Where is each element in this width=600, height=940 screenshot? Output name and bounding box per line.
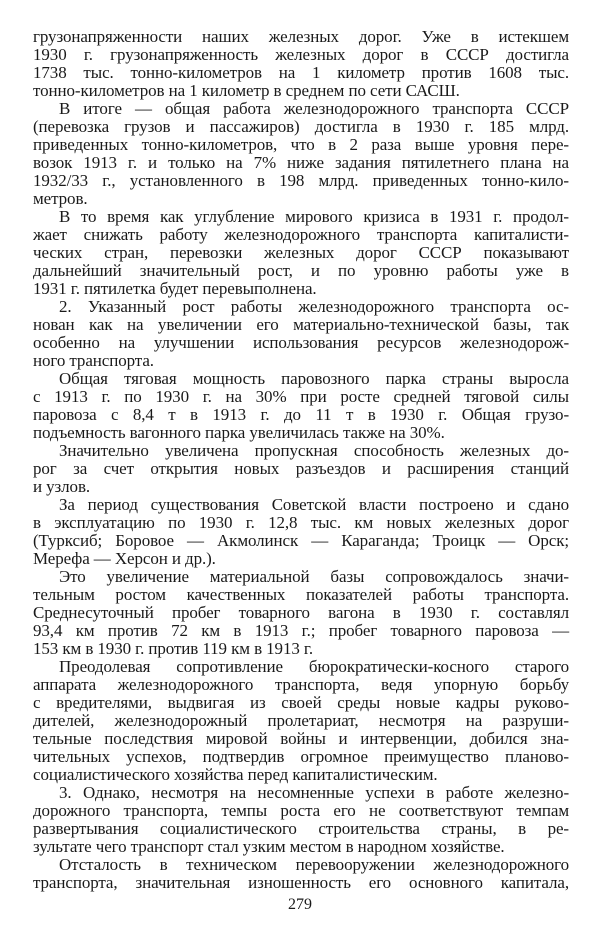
text-line: возок 1913 г. и только на 7% ниже задания пятилетнего плана на: [33, 153, 569, 172]
text-line: рог за счет открытия новых разъездов и расширения станций: [33, 459, 569, 478]
text-line: жает снижать работу железнодорожного транспорта капиталисти-: [33, 225, 569, 244]
paragraph: [33, 100, 569, 208]
paragraph: [33, 298, 569, 370]
paragraph: [33, 856, 569, 892]
paragraph: [33, 658, 569, 784]
text-line: (перевозка грузов и пассажиров) достигла в 1930 г. 185 млрд.: [33, 117, 569, 136]
text-line: дителей, железнодорожный пролетариат, несмотря на разруши-: [33, 711, 569, 730]
text-line: с 1913 г. по 1930 г. на 30% при росте средней тяговой силы: [33, 387, 569, 406]
text-line: В итоге — общая работа железнодорожного транспорта СССР: [59, 99, 569, 118]
text-line: метров.: [33, 189, 88, 208]
text-line: 1932/33 г., установленного в 198 млрд. приведенных тонно-кило-: [33, 171, 569, 190]
text-line: особенно на улучшении использования ресурсов железнодорож-: [33, 333, 569, 352]
text-line: паровоза с 8,4 т в 1913 г. до 11 т в 1930 г. Общая грузо-: [33, 405, 569, 424]
text-line: ческих стран, перевозки железных дорог СССР показывают: [33, 243, 569, 262]
paragraph: [33, 442, 569, 496]
text-line: нован как на увеличении его материально-технической базы, так: [33, 315, 569, 334]
text-line: и узлов.: [33, 477, 91, 496]
text-line: Преодолевая сопротивление бюрократически-косного старого: [59, 657, 569, 676]
text-line: с вредителями, выдвигая из своей среды новые кадры руково-: [33, 693, 569, 712]
text-line: в эксплуатацию по 1930 г. 12,8 тыс. км новых железных дорог: [33, 513, 569, 532]
text-line: Мерефа — Херсон и др.).: [33, 549, 216, 568]
text-line: подъемность вагонного парка увеличилась также на 30%.: [33, 423, 445, 442]
text-line: ного транспорта.: [33, 351, 154, 370]
page-number: 279: [288, 896, 312, 913]
text-line: Это увеличение материальной базы сопровождалось значи-: [59, 567, 569, 586]
text-line: развертывания социалистического строительства страны, в ре-: [33, 819, 569, 838]
text-line: (Турксиб; Боровое — Акмолинск — Караганда; Троицк — Орск;: [33, 531, 569, 550]
paragraph: [33, 208, 569, 298]
text-line: 1930 г. грузонапряженность железных дорог в СССР достигла: [33, 45, 569, 64]
paragraph: [33, 370, 569, 442]
text-line: В то время как углубление мирового кризиса в 1931 г. продол-: [59, 207, 569, 226]
text-line: 1931 г. пятилетка будет перевыполнена.: [33, 279, 317, 298]
paragraph: [33, 28, 569, 100]
text-line: Общая тяговая мощность паровозного парка страны выросла: [59, 369, 569, 388]
text-line: социалистического хозяйства перед капиталистическим.: [33, 765, 438, 784]
text-line: чительных успехов, подтвердив огромное преимущество планово-: [33, 747, 569, 766]
text-line: дальнейший значительный рост, и по уровню работы уже в: [33, 261, 569, 280]
text-line: 1738 тыс. тонно-километров на 1 километр против 1608 тыс.: [33, 63, 569, 82]
text-line: Значительно увеличена пропускная способность железных до-: [59, 441, 569, 460]
text-line: аппарата железнодорожного транспорта, ведя упорную борьбу: [33, 675, 569, 694]
text-line: 3. Однако, несмотря на несомненные успехи в работе железно-: [59, 783, 569, 802]
text-line: дорожного транспорта, темпы роста его не соответствуют темпам: [33, 801, 569, 820]
text-line: тонно-километров на 1 километр в среднем по сети САСШ.: [33, 81, 460, 100]
text-line: Среднесуточный пробег товарного вагона в 1930 г. составлял: [33, 603, 569, 622]
text-line: тельные последствия мировой войны и интервенции, добился зна-: [33, 729, 569, 748]
paragraph: [33, 784, 569, 856]
text-line: За период существования Советской власти построено и сдано: [59, 495, 569, 514]
text-line: тельным ростом качественных показателей работы транспорта.: [33, 585, 569, 604]
paragraph: [33, 496, 569, 568]
text-line: 153 км в 1930 г. против 119 км в 1913 г.: [33, 639, 313, 658]
text-line: грузонапряженности наших железных дорог. Уже в истекшем: [33, 27, 569, 46]
page-body: [33, 28, 569, 892]
text-line: Отсталость в техническом перевооружении железнодорожного: [59, 855, 569, 874]
text-line: транспорта, значительная изношенность его основного капитала,: [33, 873, 569, 892]
text-line: приведенных тонно-километров, что в 2 раза выше уровня пере-: [33, 135, 569, 154]
text-line: 93,4 км против 72 км в 1913 г.; пробег товарного паровоза —: [33, 621, 569, 640]
text-line: зультате чего транспорт стал узким местом в народном хозяйстве.: [33, 837, 505, 856]
paragraph: [33, 568, 569, 658]
text-line: 2. Указанный рост работы железнодорожного транспорта ос-: [59, 297, 569, 316]
